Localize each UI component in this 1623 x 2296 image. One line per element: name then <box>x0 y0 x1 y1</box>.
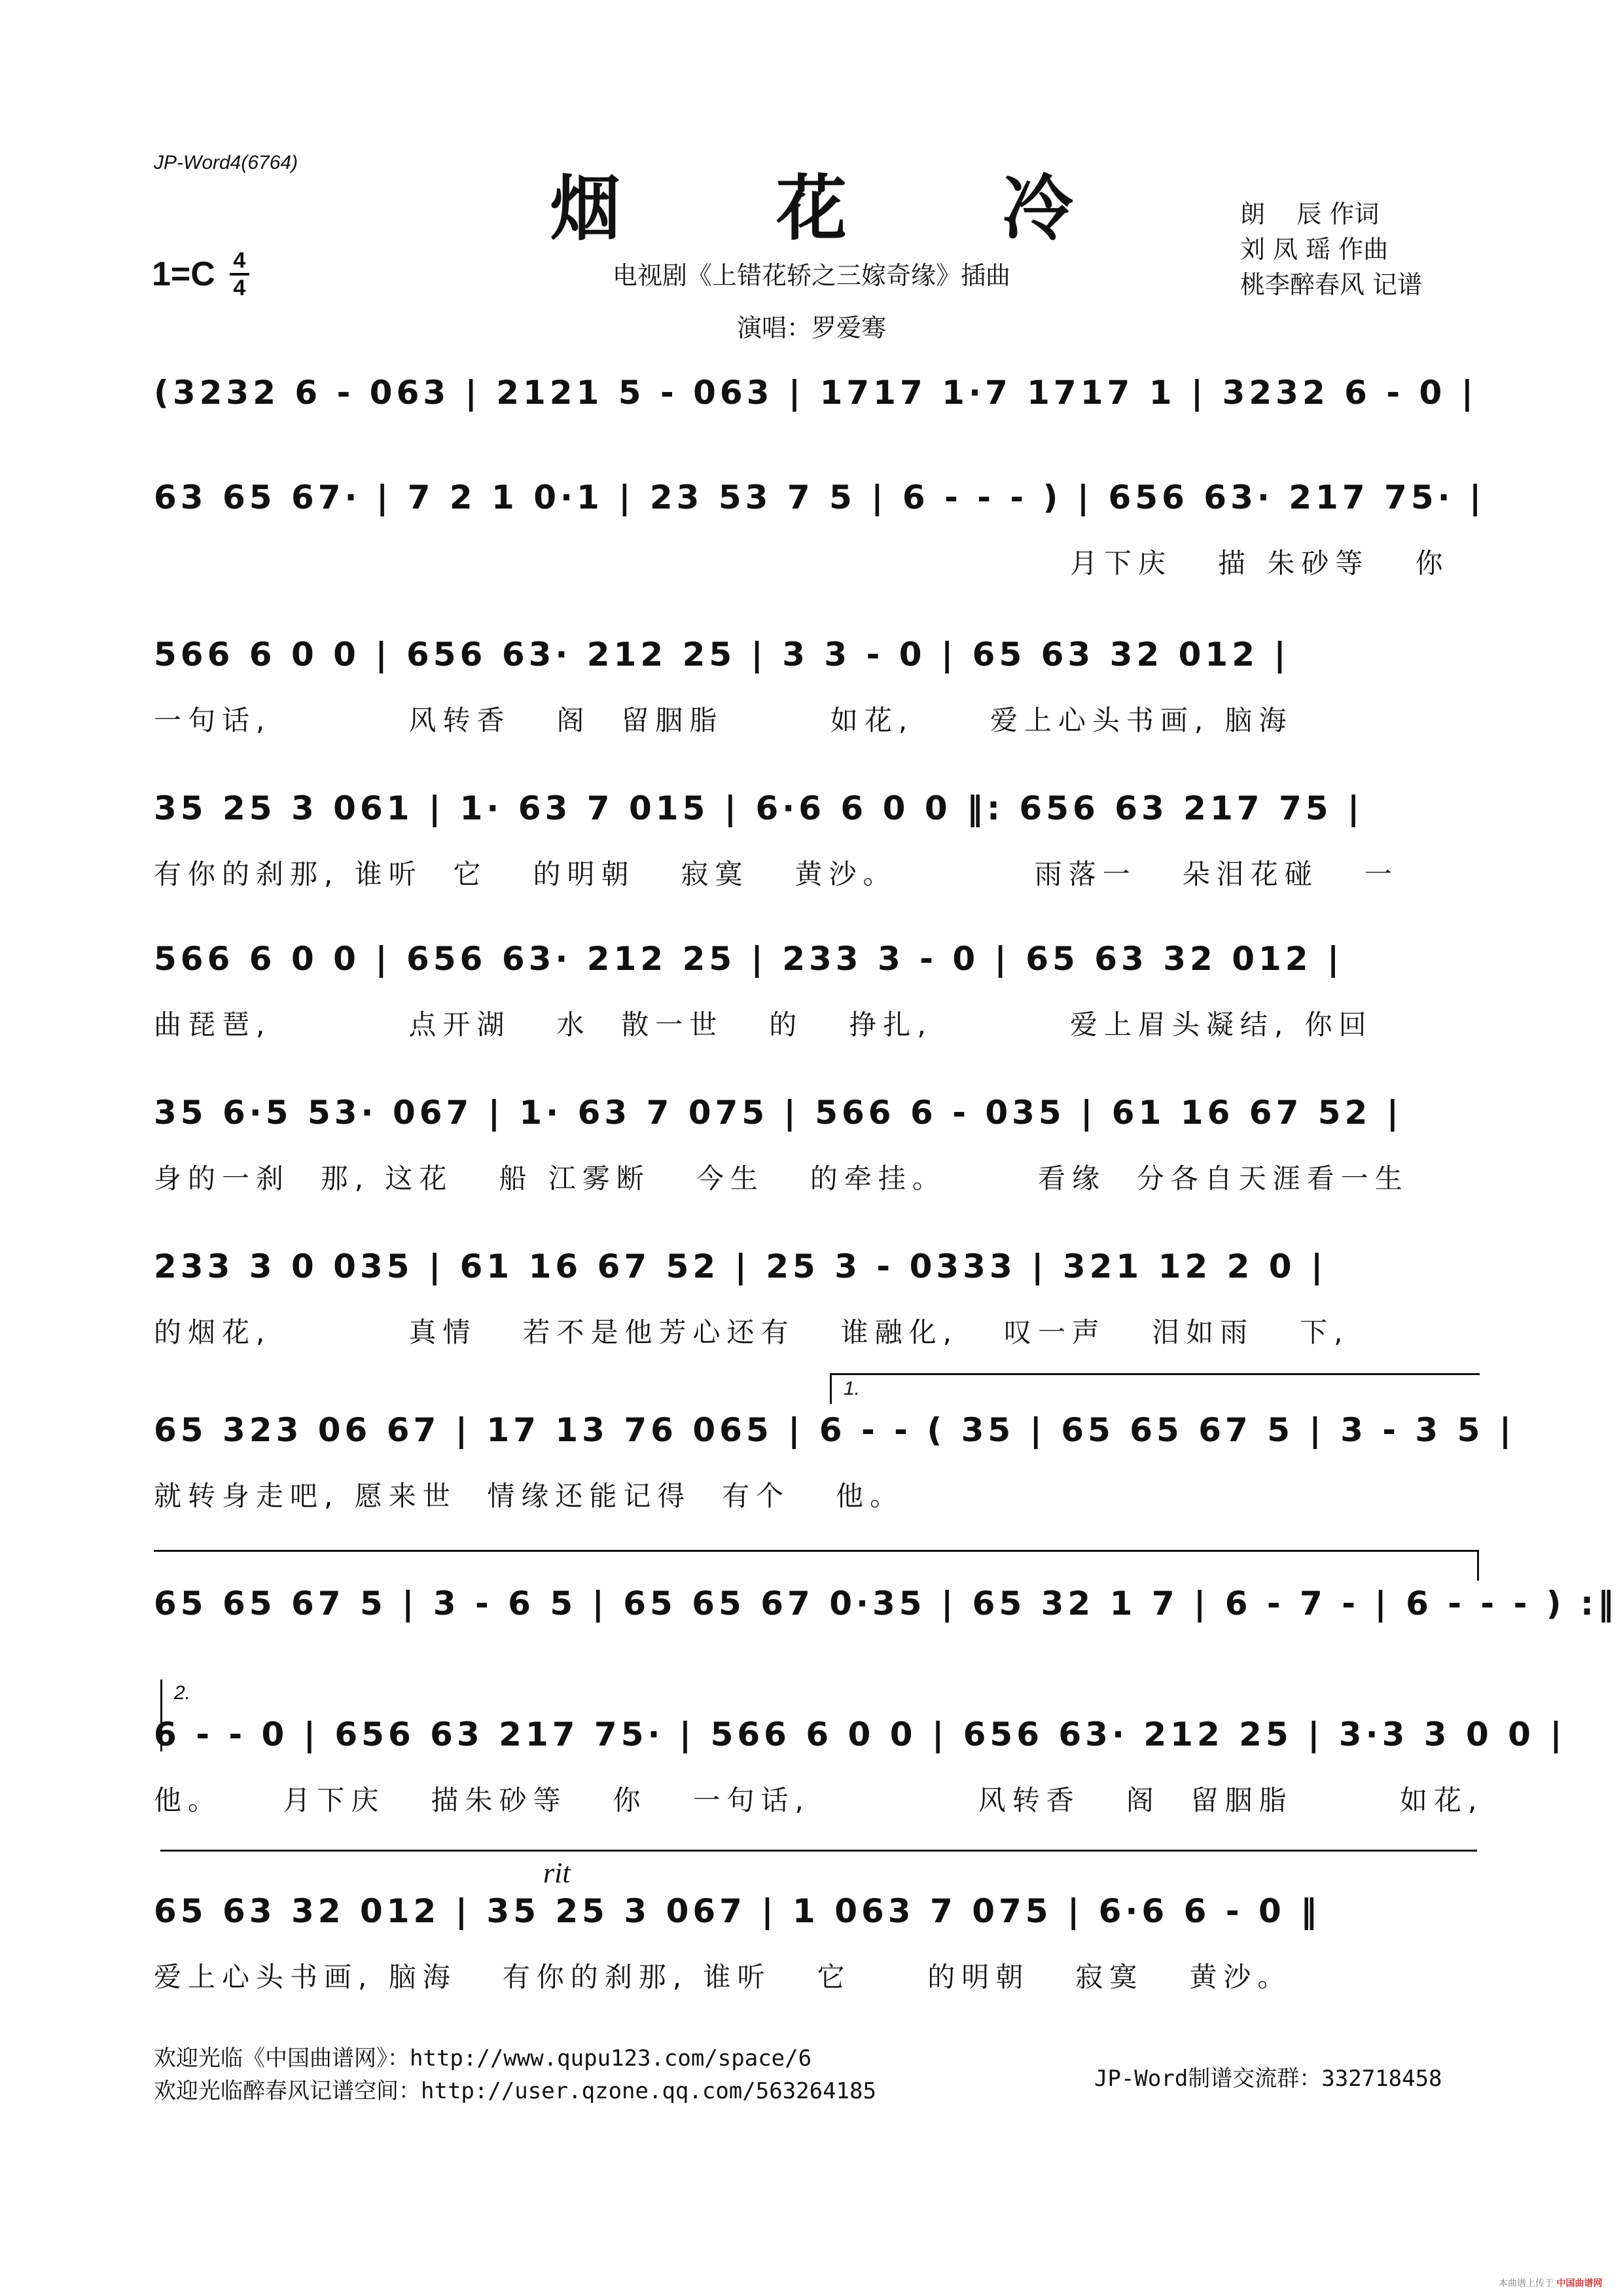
second-ending-label: 2. <box>174 1682 191 1704</box>
notation-line: 566 6 0 0 | 656 63· 212 25 | 3 3 - 0 | 65 63 32 012 | <box>154 636 1290 673</box>
lyric-line: 有你的刹那, 谁听 它 的明朝 寂寞 黄沙。 雨落一 朵泪花碰 一 <box>154 858 1399 890</box>
song-subtitle: 电视剧《上错花轿之三嫁奇缘》插曲 <box>612 261 1010 290</box>
lyric-line: 的烟花, 真情 若不是他芳心还有 谁融化, 叹一声 泪如雨 下, <box>154 1316 1349 1348</box>
software-label: JP-Word4(6764) <box>154 152 298 173</box>
footer-link-qupu: 欢迎光临《中国曲谱网》：http://www.qupu123.com/space/6 <box>154 2045 812 2072</box>
notation-line: 566 6 0 0 | 656 63· 212 25 | 233 3 - 0 | 65 63 32 012 | <box>154 940 1344 978</box>
watermark <box>1499 2276 1602 2289</box>
watermark-site: 中国曲谱网 <box>1556 2278 1603 2289</box>
footer-group: JP-Word制谱交流群：332718458 <box>1094 2066 1442 2092</box>
time-signature <box>230 249 249 300</box>
transcriber-credit: 桃李醉春风 记谱 <box>1240 270 1423 299</box>
notation-line: 65 323 06 67 | 17 13 76 065 | 6 - - ( 35 | 65 65 67 5 | 3 - 3 5 | <box>154 1411 1516 1449</box>
song-title: 烟 花 冷 <box>550 168 1139 250</box>
notation-line: 233 3 0 035 | 61 16 67 52 | 25 3 - 0333 | 321 12 2 0 | <box>154 1247 1327 1285</box>
lyric-line: 就转身走吧, 愿来世 情缘还能记得 有个 他。 <box>154 1480 904 1512</box>
lyric-line: 曲琵琶, 点开湖 水 散一世 的 挣扎, 爱上眉头凝结, 你回 <box>154 1009 1373 1041</box>
notation-line: 65 63 32 012 | 35 25 3 067 | 1 063 7 075 | 6·6 6 - 0 ‖ <box>154 1892 1321 1930</box>
first-ending-continuation <box>154 1550 1479 1581</box>
lyric-line: 一句话, 风转香 阁 留胭脂 如花, 爱上心头书画, 脑海 <box>154 704 1293 736</box>
notation-line: 35 25 3 061 | 1· 63 7 015 | 6·6 6 0 0 ‖: 656 63 217 75 | <box>154 789 1364 827</box>
notation-line: 6 - - 0 | 656 63 217 75· | 566 6 0 0 | 656 63· 212 25 | 3·3 3 0 0 | <box>154 1715 1566 1753</box>
key-label: 1=C <box>152 255 215 293</box>
key-signature <box>152 249 249 300</box>
credits <box>1240 196 1422 302</box>
watermark-text: 本曲谱上传于 <box>1499 2278 1554 2289</box>
time-signature-bottom: 4 <box>233 276 246 300</box>
lyric-line: 他。 月下庆 描朱砂等 你 一句话, 风转香 阁 留胭脂 如花, <box>154 1784 1484 1816</box>
notation-line: (3232 6 - 063 | 2121 5 - 063 | 1717 1·7 1717 1 | 3232 6 - 0 | <box>154 374 1477 412</box>
notation-line: 65 65 67 5 | 3 - 6 5 | 65 65 67 0·35 | 65 32 1 7 | 6 - 7 - | 6 - - - ) :‖ <box>154 1585 1618 1623</box>
composer-credit: 刘 凤 瑶 作曲 <box>1240 235 1389 264</box>
notation-line: 35 6·5 53· 067 | 1· 63 7 075 | 566 6 - 035 | 61 16 67 52 | <box>154 1094 1403 1132</box>
lyric-line: 月下庆 描 朱砂等 你 <box>1070 547 1450 579</box>
ritardando-mark: rit <box>543 1857 571 1889</box>
footer-link-qzone: 欢迎光临醉春风记谱空间：http://user.qzone.qq.com/563264185 <box>154 2078 876 2104</box>
notation-line: 63 65 67· | 7 2 1 0·1 | 23 53 7 5 | 6 - - - ) | 656 63· 217 75· | <box>154 478 1486 516</box>
first-ending-bracket <box>830 1373 1480 1404</box>
lyric-line: 身的一刹 那, 这花 船 江雾断 今生 的牵挂。 看缘 分各自天涯看一生 <box>154 1162 1409 1194</box>
time-signature-top: 4 <box>233 248 246 273</box>
second-ending-line <box>160 1850 1477 1852</box>
singer-line: 演唱：罗爱骞 <box>736 314 886 342</box>
first-ending-label: 1. <box>844 1378 861 1399</box>
footer-links <box>154 2042 876 2108</box>
lyric-line: 爱上心头书画, 脑海 有你的刹那, 谁听 它 的明朝 寂寞 黄沙。 <box>154 1961 1292 1993</box>
lyricist-credit: 朗 辰 作词 <box>1240 200 1380 228</box>
